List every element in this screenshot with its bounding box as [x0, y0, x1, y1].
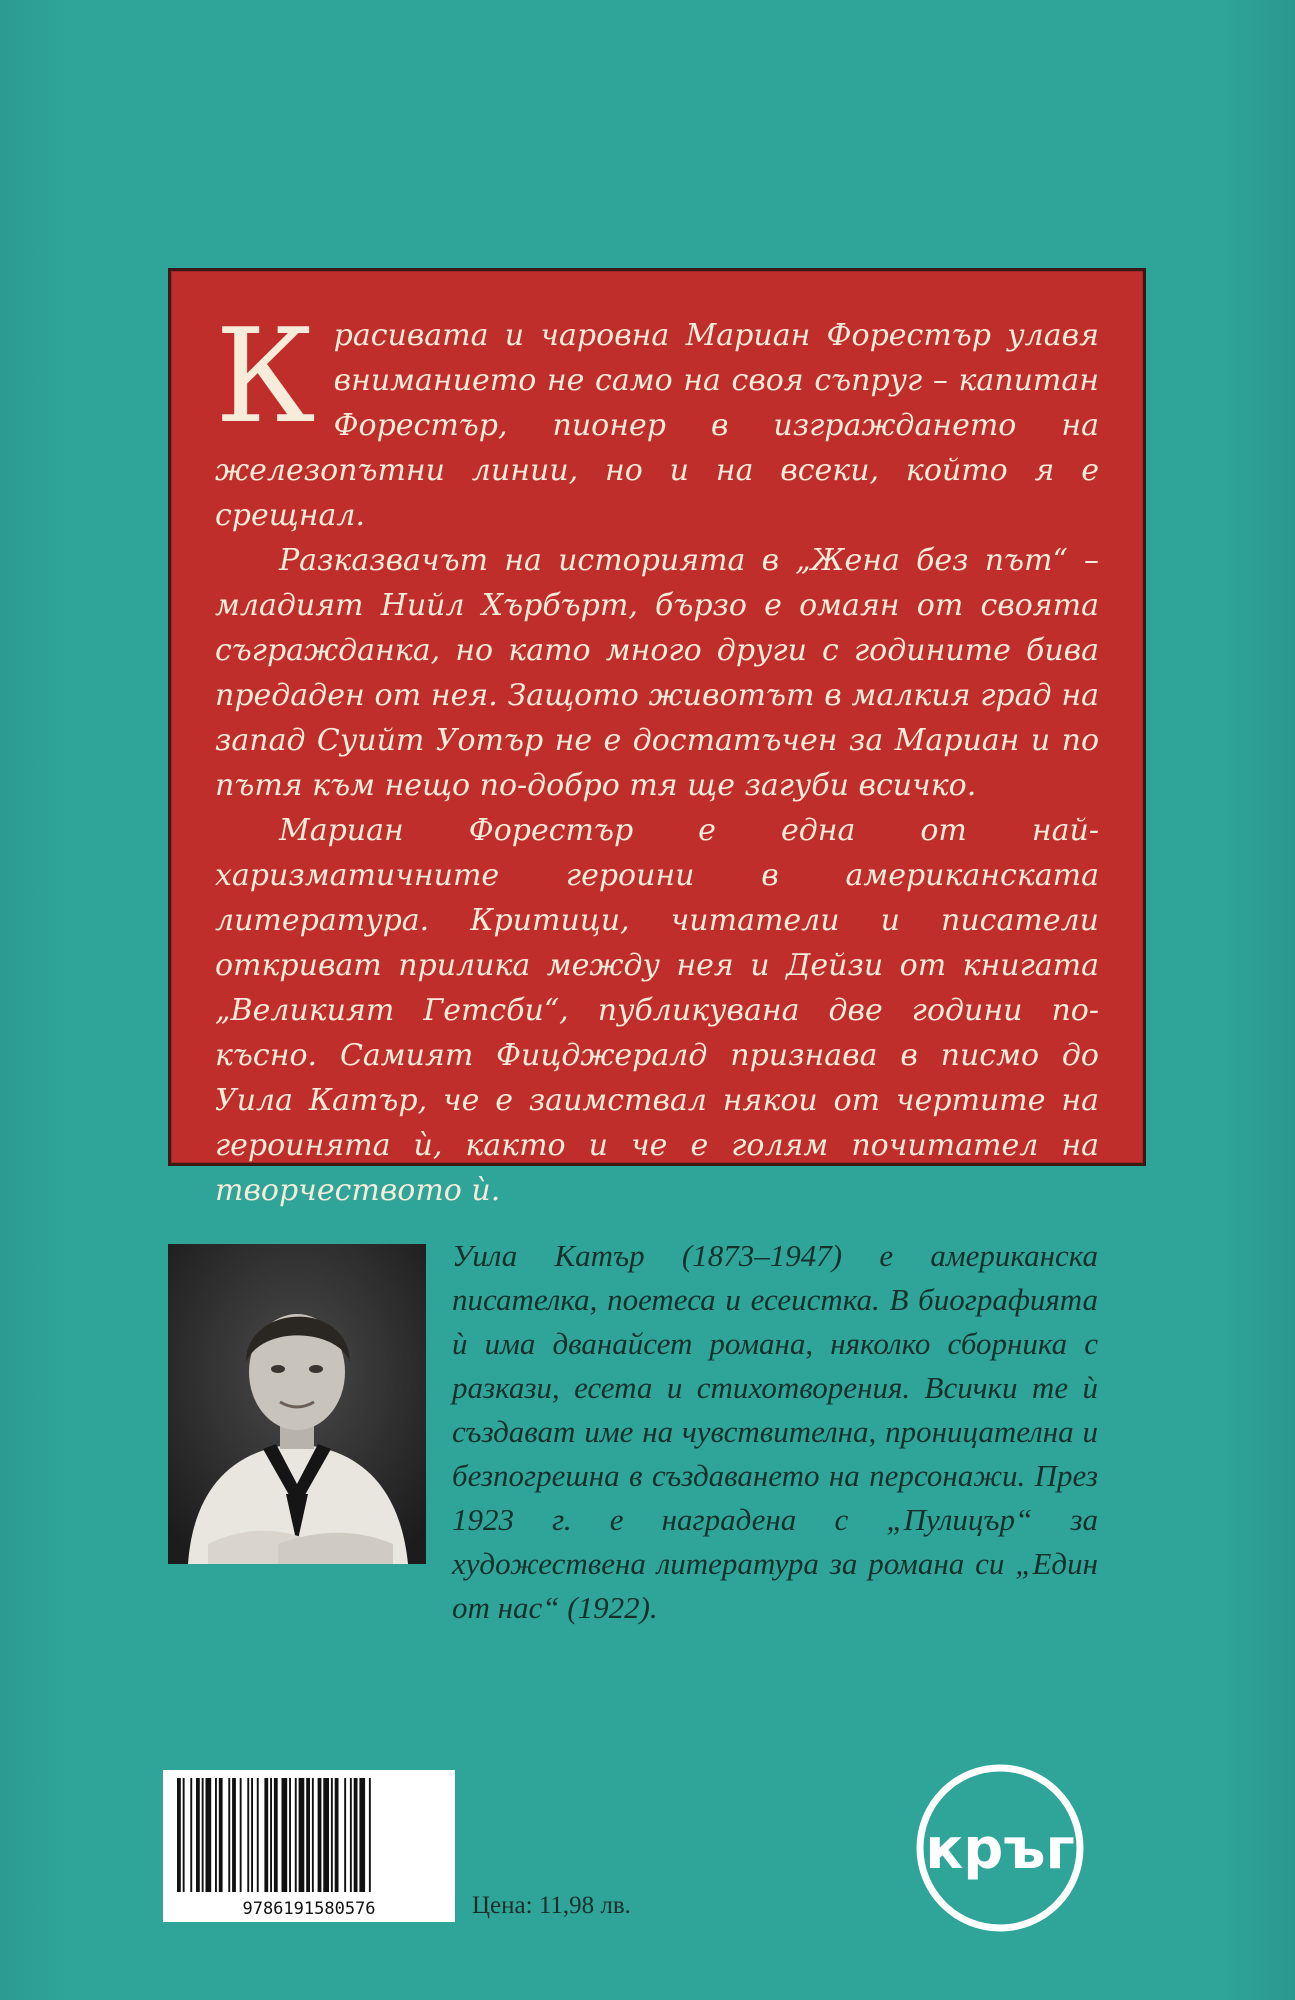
publisher-logo-text: кръг [925, 1817, 1075, 1882]
barcode-number: 9786191580576 [242, 1899, 376, 1919]
publisher-logo-icon [912, 1760, 1088, 1936]
author-bio: Уила Катър (1873–1947) е американска писателка, поетеса и есеистка. В биографията ѝ има дванайсет романа, няколко сборника с разкази, есета и стихотворения. Всички те ѝ създават име на чувствителна, проницателна и безпогрешна в създаването на персонажи. През 1923 г. е наградена с „Пулицър“ за художествена литература за романа си „Един от нас“ (1922). [452, 1238, 1098, 1625]
blurb-paragraph-1-text: расивата и чаровна Мариан Форестър улавя вниманието не само на своя съпруг – капитан Форестър, пионер в изграждането на железопътни линии, но и на всеки, който я е срещнал. [215, 318, 1099, 533]
barcode [163, 1770, 455, 1922]
blurb-paragraph-1 [215, 300, 1099, 538]
price-label: Цена: 11,98 лв. [472, 1892, 631, 1919]
blurb-box [168, 268, 1146, 1208]
blurb-paragraph-3: Мариан Форестър е една от най-харизматичните героини в американската литература. Критици, читатели и писатели откриват прилика между нея и Дейзи от книгата „Великият Гетсби“, публикувана две години по-късно. Самият Фицджералд признава в писмо до Уила Катър, че е заимствал някои от чертите на героинята ѝ, както и че е голям почитател на творчеството ѝ. [215, 813, 1099, 1208]
publisher-logo [912, 1760, 1088, 1936]
drop-cap: К [215, 300, 316, 452]
barcode-bars [163, 1770, 455, 1922]
blurb-paragraph-2: Разказвачът на историята в „Жена без път“ – младият Нийл Хърбърт, бързо е омаян от своята съгражданка, но като много други с годините бива предаден от нея. Защото животът в малкия град на запад Суийт Уотър не е достатъчен за Мариан и по пътя към нещо по-добро тя ще загуби всичко. [215, 543, 1099, 803]
author-portrait-illustration [168, 1244, 426, 1564]
author-photo [168, 1244, 426, 1564]
